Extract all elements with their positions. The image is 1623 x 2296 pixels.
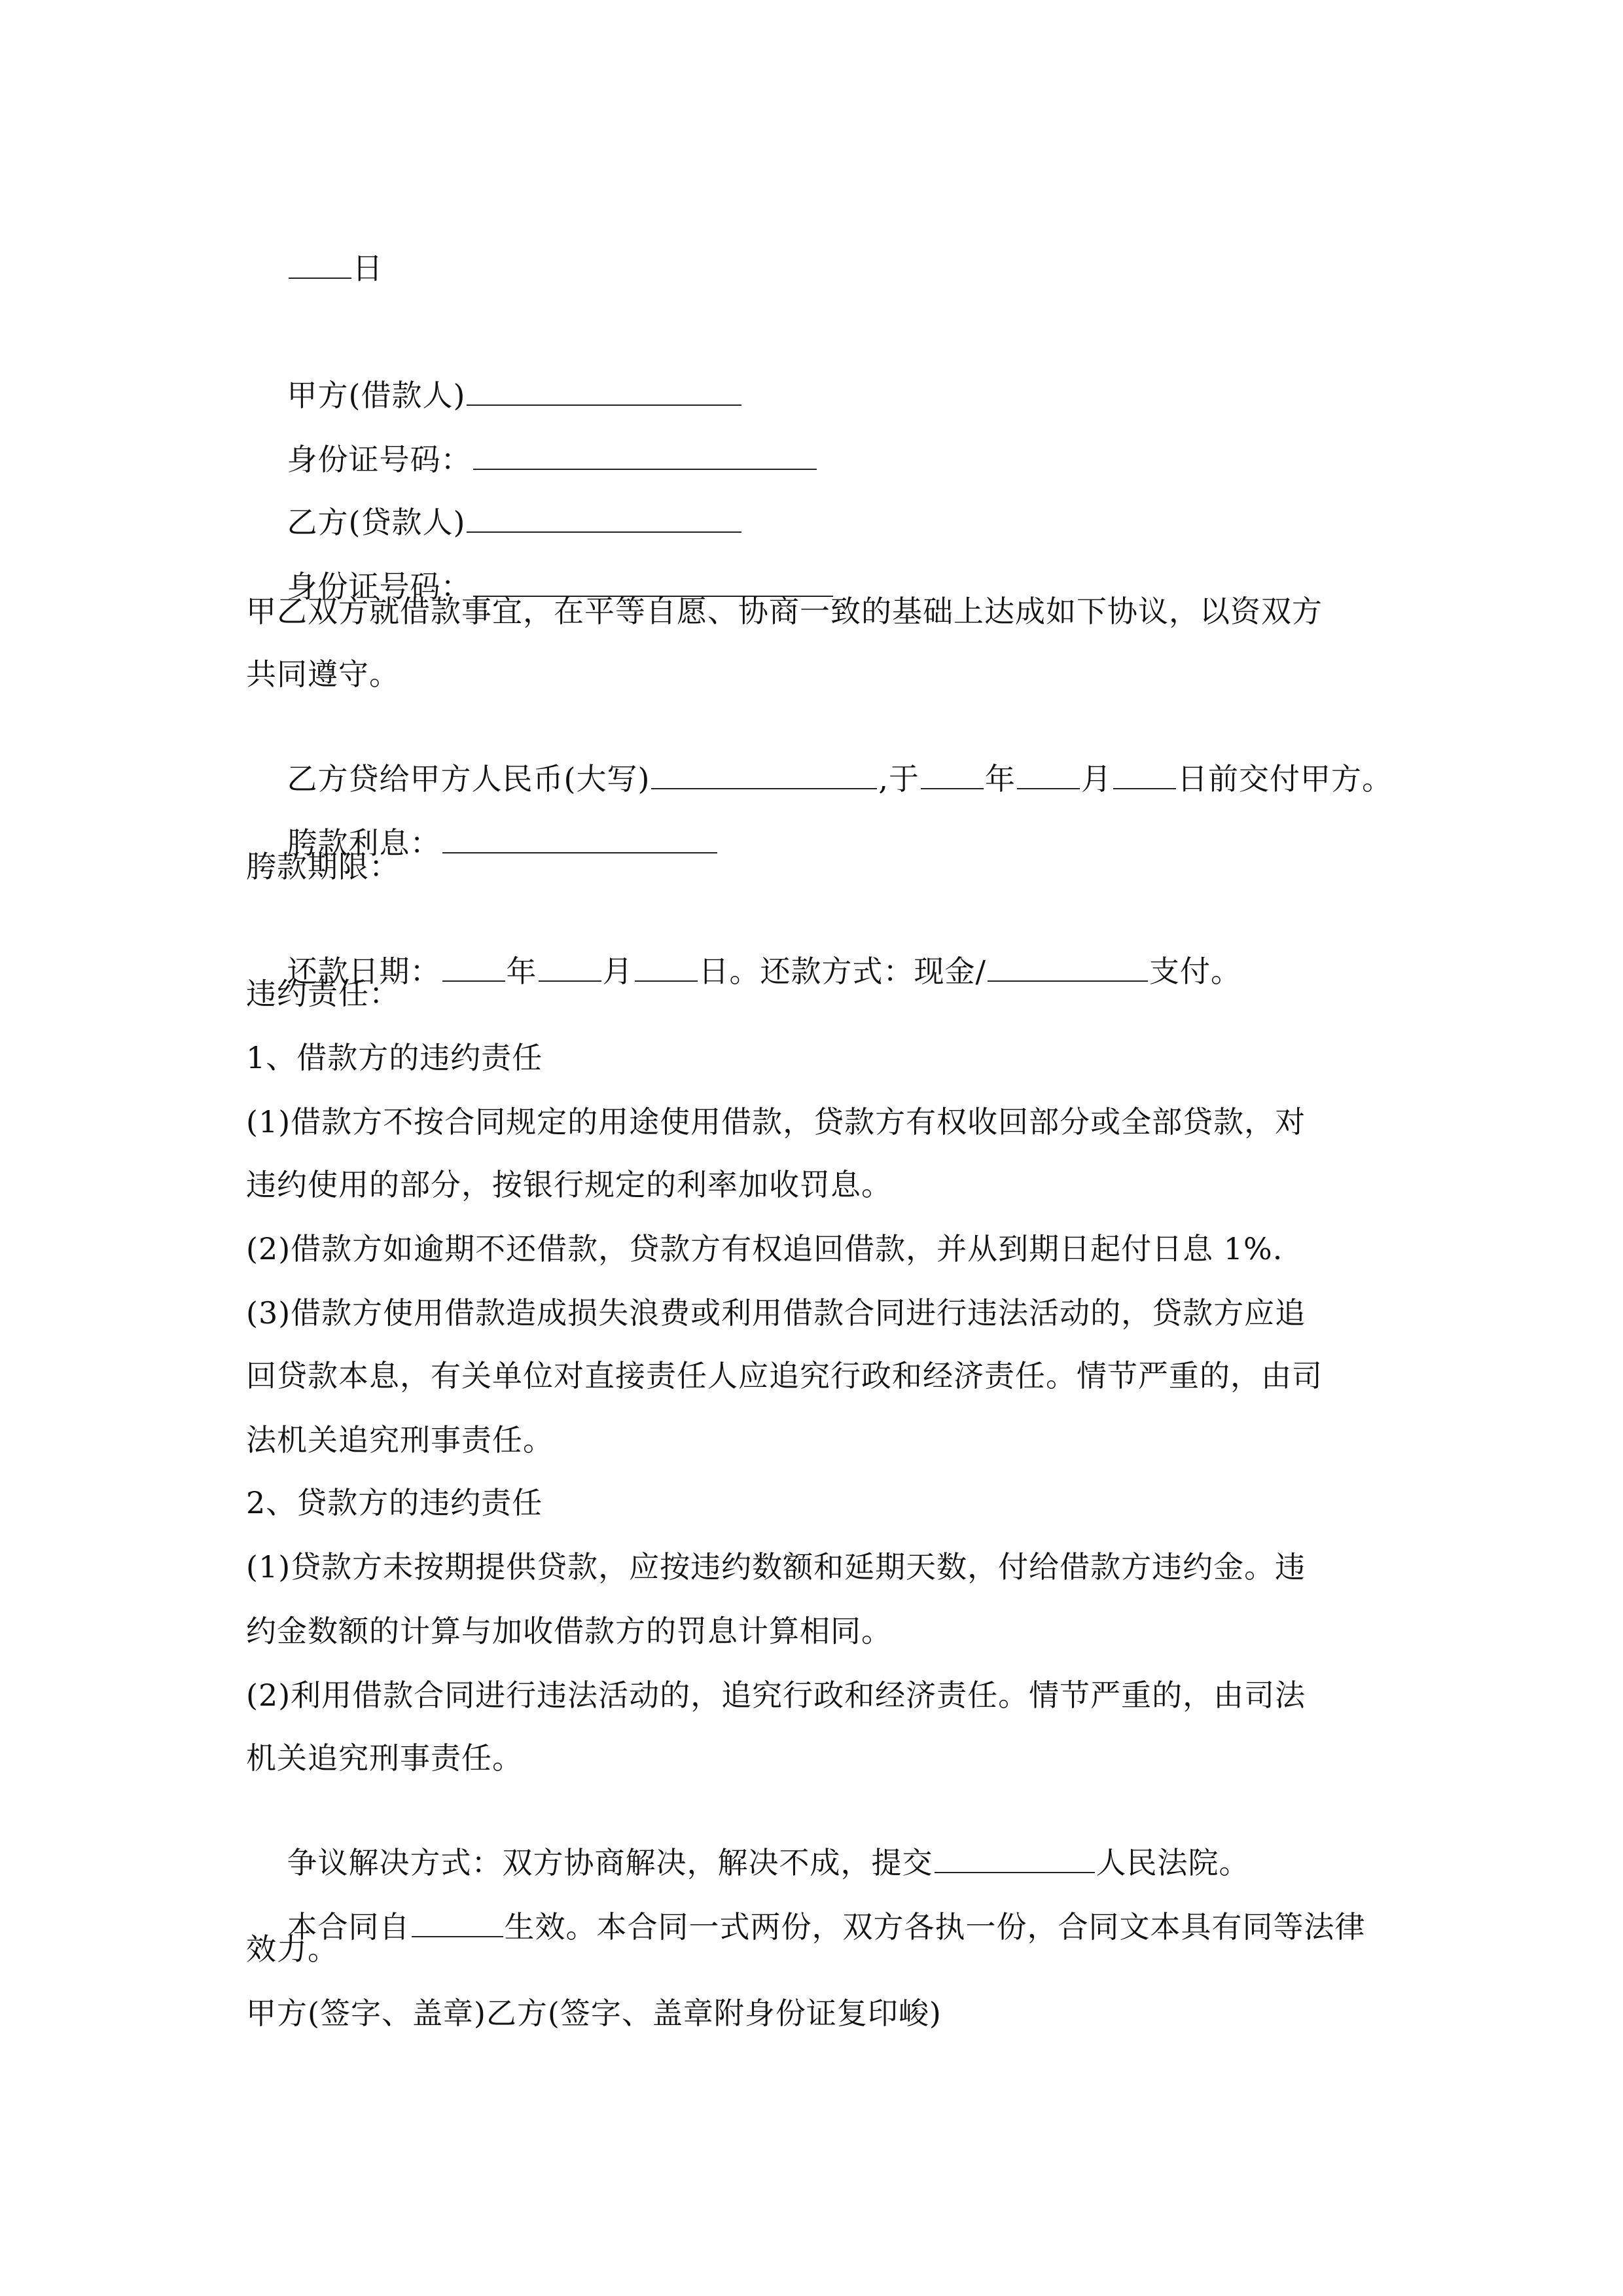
effect-suffix: 生效。本合同一式两份，双方各执一份，合同文本具有同等法律 <box>504 1909 1366 1945</box>
loan-amount-prefix: 乙方贷给甲方人民币(大写) <box>287 761 651 797</box>
repay-month-field[interactable] <box>539 950 601 982</box>
repay-method-field[interactable] <box>988 950 1148 982</box>
delivery-day-field[interactable] <box>1113 758 1176 789</box>
borrower-clause-3-line-2: 回贷款本息，有关单位对直接责任人应追究行政和经济责任。情节严重的，由司 <box>246 1358 1323 1393</box>
dispute-prefix: 争议解决方式：双方协商解决，解决不成，提交 <box>287 1845 933 1880</box>
party-b-label: 乙方(贷款人) <box>287 505 466 540</box>
intro-line-2: 共同遵守。 <box>246 656 400 692</box>
term-line: 胯款期限： <box>246 849 400 884</box>
lender-clause-2-line-1: (2)利用借款合同进行违法活动的，追究行政和经济责任。情节严重的，由司法 <box>246 1677 1306 1713</box>
borrower-clause-3-line-1: (3)借款方使用借款造成损失浪费或利用借款合同进行违法活动的，贷款方应追 <box>246 1295 1306 1331</box>
lender-clause-2-line-2: 机关追究刑事责任。 <box>246 1740 523 1776</box>
party-a-label: 甲方(借款人) <box>287 378 466 413</box>
delivery-month-label: 月 <box>1081 761 1113 797</box>
repay-year-field[interactable] <box>442 950 505 982</box>
repay-day-suffix: 日。还款方式：现金/ <box>698 954 986 989</box>
party-b-id-label: 身份证号码： <box>287 569 472 604</box>
repay-prefix: 还款日期： <box>287 954 441 989</box>
party-a-id-label: 身份证号码： <box>287 442 472 477</box>
loan-amount-mid: ,于 <box>878 761 920 797</box>
delivery-year-label: 年 <box>985 761 1016 797</box>
lender-clause-1-line-1: (1)贷款方未按期提供贷款，应按违约数额和延期天数，付给借款方违约金。违 <box>246 1549 1306 1585</box>
breach-heading: 违约责任： <box>246 976 400 1011</box>
day-blank[interactable] <box>289 247 351 279</box>
interest-label: 胯款利息： <box>287 825 441 861</box>
repay-year-label: 年 <box>506 954 537 989</box>
delivery-month-field[interactable] <box>1017 758 1080 789</box>
borrower-clause-2: (2)借款方如逾期不还借款，贷款方有权追回借款，并从到期日起付日息 1%. <box>246 1231 1283 1266</box>
top-date-line <box>246 208 383 327</box>
effect-line-2: 效力。 <box>246 1931 338 1967</box>
lender-breach-heading: 2、贷款方的违约责任 <box>246 1485 543 1520</box>
borrower-clause-1-line-1: (1)借款方不按合同规定的用途使用借款，贷款方有权收回部分或全部贷款，对 <box>246 1104 1306 1139</box>
borrower-clause-1-line-2: 违约使用的部分，按银行规定的利率加收罚息。 <box>246 1167 892 1202</box>
delivery-date-suffix: 日前交付甲方。 <box>1177 761 1393 797</box>
lender-clause-1-line-2: 约金数额的计算与加收借款方的罚息计算相同。 <box>246 1613 892 1649</box>
repay-day-field[interactable] <box>635 950 698 982</box>
dispute-suffix: 人民法院。 <box>1096 1845 1250 1880</box>
repay-pay-label: 支付。 <box>1149 954 1241 989</box>
repay-month-label: 月 <box>602 954 633 989</box>
interest-field[interactable] <box>442 822 717 853</box>
delivery-year-field[interactable] <box>921 758 984 789</box>
effect-prefix: 本合同自 <box>287 1909 410 1945</box>
signature-line: 甲方(签字、盖章)乙方(签字、盖章附身份证复印峻) <box>246 1996 942 2031</box>
effect-line-1 <box>246 1867 1366 1986</box>
effective-date-field[interactable] <box>412 1906 503 1937</box>
intro-line-1: 甲乙双方就借款事宜，在平等自愿、协商一致的基础上达成如下协议，以资双方 <box>246 594 1323 629</box>
borrower-breach-heading: 1、借款方的违约责任 <box>246 1040 543 1075</box>
day-suffix: 日 <box>352 251 383 286</box>
borrower-clause-3-line-3: 法机关追究刑事责任。 <box>246 1422 554 1458</box>
